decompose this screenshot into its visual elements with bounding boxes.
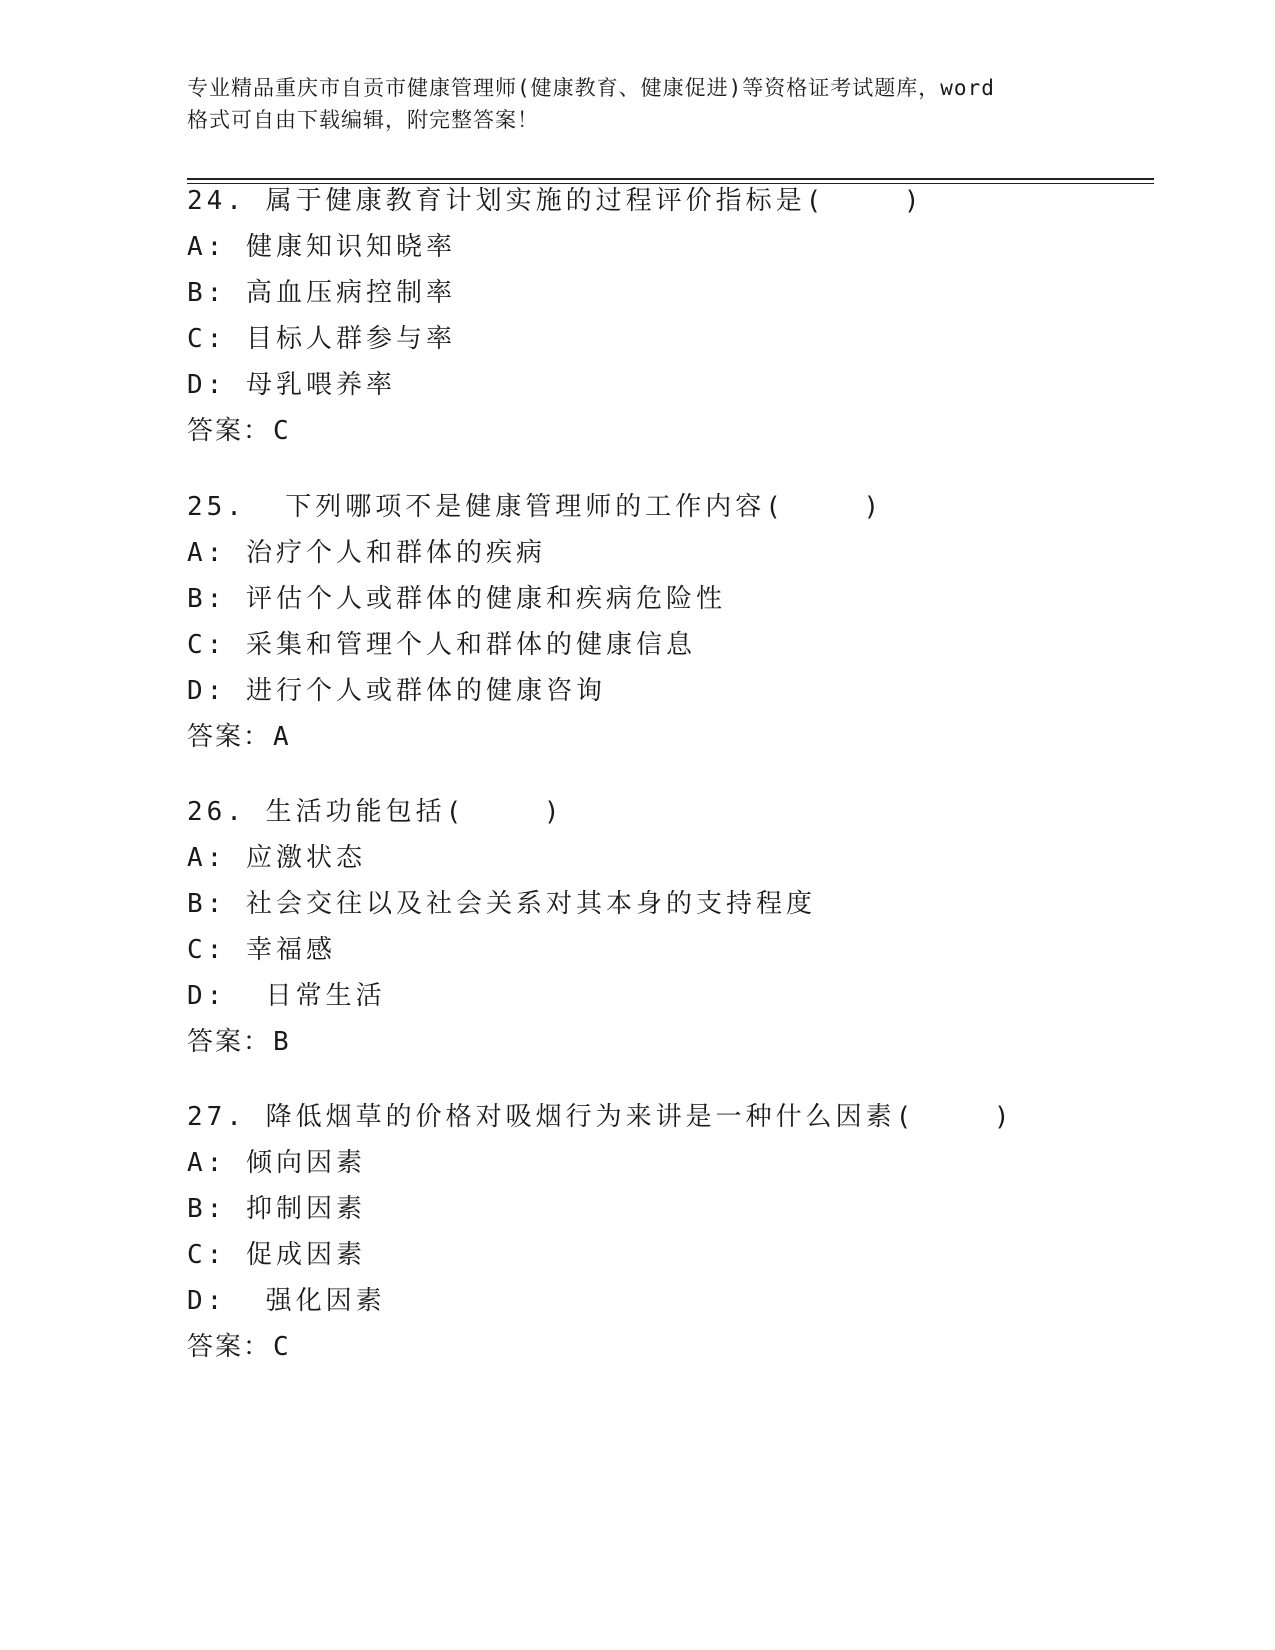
- option-d: D: 母乳喂养率: [187, 370, 396, 400]
- option-a: A: 治疗个人和群体的疾病: [187, 538, 546, 568]
- option-a: A: 健康知识知晓率: [187, 232, 456, 262]
- option-c: C: 目标人群参与率: [187, 324, 456, 354]
- option-b: B: 评估个人或群体的健康和疾病危险性: [187, 584, 726, 614]
- option-c: C: 幸福感: [187, 935, 336, 965]
- answer-label: 答案：: [187, 722, 272, 752]
- option-c: C: 采集和管理个人和群体的健康信息: [187, 630, 696, 660]
- header-line-2: 格式可自由下载编辑，附完整答案！: [187, 108, 539, 132]
- question-stem: 24. 属于健康教育计划实施的过程评价指标是( ): [187, 186, 924, 216]
- answer-label: 答案：: [187, 416, 272, 446]
- answer-line: [187, 714, 1147, 760]
- option-a: A: 倾向因素: [187, 1148, 366, 1178]
- option-d: D: 强化因素: [187, 1286, 386, 1316]
- question-stem: 26. 生活功能包括( ): [187, 797, 564, 827]
- question-block-27: [187, 1094, 1147, 1370]
- answer-line: [187, 1019, 1147, 1065]
- option-d: D: 进行个人或群体的健康咨询: [187, 676, 606, 706]
- header-line-1: 专业精品重庆市自贡市健康管理师(健康教育、健康促进)等资格证考试题库，word: [187, 76, 995, 100]
- question-block-25: [187, 484, 1147, 760]
- option-d: D: 日常生活: [187, 981, 386, 1011]
- option-c: C: 促成因素: [187, 1240, 366, 1270]
- answer-value: C: [273, 416, 289, 446]
- answer-value: B: [273, 1027, 289, 1057]
- option-b: B: 社会交往以及社会关系对其本身的支持程度: [187, 889, 816, 919]
- question-stem: 25. 下列哪项不是健康管理师的工作内容( ): [187, 492, 884, 522]
- answer-line: [187, 1324, 1147, 1370]
- option-a: A: 应激状态: [187, 843, 366, 873]
- answer-value: C: [273, 1332, 289, 1362]
- question-block-24: [187, 178, 1147, 454]
- document-header: [187, 72, 1087, 136]
- question-block-26: [187, 789, 1147, 1065]
- answer-label: 答案：: [187, 1027, 272, 1057]
- option-b: B: 高血压病控制率: [187, 278, 456, 308]
- option-b: B: 抑制因素: [187, 1194, 366, 1224]
- answer-line: [187, 408, 1147, 454]
- answer-value: A: [273, 722, 289, 752]
- answer-label: 答案：: [187, 1332, 272, 1362]
- question-stem: 27. 降低烟草的价格对吸烟行为来讲是一种什么因素( ): [187, 1102, 1014, 1132]
